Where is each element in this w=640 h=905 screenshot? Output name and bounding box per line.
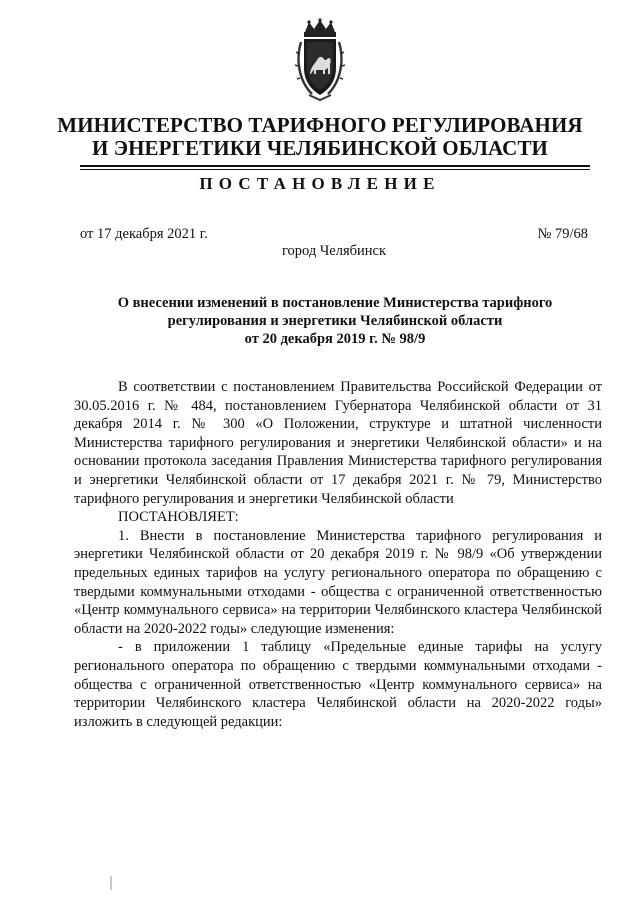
- coat-of-arms-icon: [295, 18, 345, 102]
- decree-word: ПОСТАНОВЛЯЕТ:: [118, 509, 239, 526]
- item-1-paragraph: 1. Внести в постановление Министерства тарифного регулирования и энергетики Челябинской области от 20 декабря 2019 г. № 98/9 «Об утверждении предельных единых тарифов на услугу регионального оператора по обращению с твердыми коммунальными отходами - общества с ограниченной ответственностью «Центр коммунального сервиса» на территории Челябинского кластера Челябинской области на 2020-2022 годы» следующие изменения:: [74, 527, 602, 637]
- header-divider-thick: [80, 165, 590, 167]
- ministry-name-line1: МИНИСТЕРСТВО ТАРИФНОГО РЕГУЛИРОВАНИЯ: [57, 113, 583, 137]
- document-city: город Челябинск: [281, 243, 387, 259]
- document-number: № 79/68: [537, 226, 588, 242]
- preamble-paragraph: В соответствии с постановлением Правительства Российской Федерации от 30.05.2016 г. № 484, постановлением Губернатора Челябинской области от 31 декабря 2014 г. № 300 «О Положении, структуре и штатной численности Министерства тарифного регулирования и энергетики Челябинской области» и на основании протокола заседания Правления Министерства тарифного регулирования и энергетики Челябинской области от 17 декабря 2021 г. № 79, Министерство тарифного регулирования и энергетики Челябинской области: [74, 379, 602, 507]
- document-type-title: ПОСТАНОВЛЕНИЕ: [199, 174, 441, 193]
- subject-line: от 20 декабря 2019 г. № 98/9: [244, 331, 426, 347]
- item-1-subparagraph: - в приложении 1 таблицу «Предельные единые тарифы на услугу регионального оператора по обращению с твердыми коммунальными отходами - общества с ограниченной ответственностью «Центр коммунального сервиса» на территории Челябинского кластера Челябинской области на 2020-2022 годы» изложить в следующей редакции:: [74, 639, 602, 730]
- document-subject: [80, 294, 590, 348]
- ministry-name-line2: И ЭНЕРГЕТИКИ ЧЕЛЯБИНСКОЙ ОБЛАСТИ: [92, 136, 548, 160]
- subject-line: О внесении изменений в постановление Министерства тарифного: [117, 295, 553, 311]
- scan-mark: [110, 876, 112, 890]
- document-body: [74, 378, 602, 731]
- subject-line: регулирования и энергетики Челябинской области: [167, 313, 503, 329]
- header-divider-thin: [80, 169, 590, 170]
- document-date: от 17 декабря 2021 г.: [80, 226, 208, 242]
